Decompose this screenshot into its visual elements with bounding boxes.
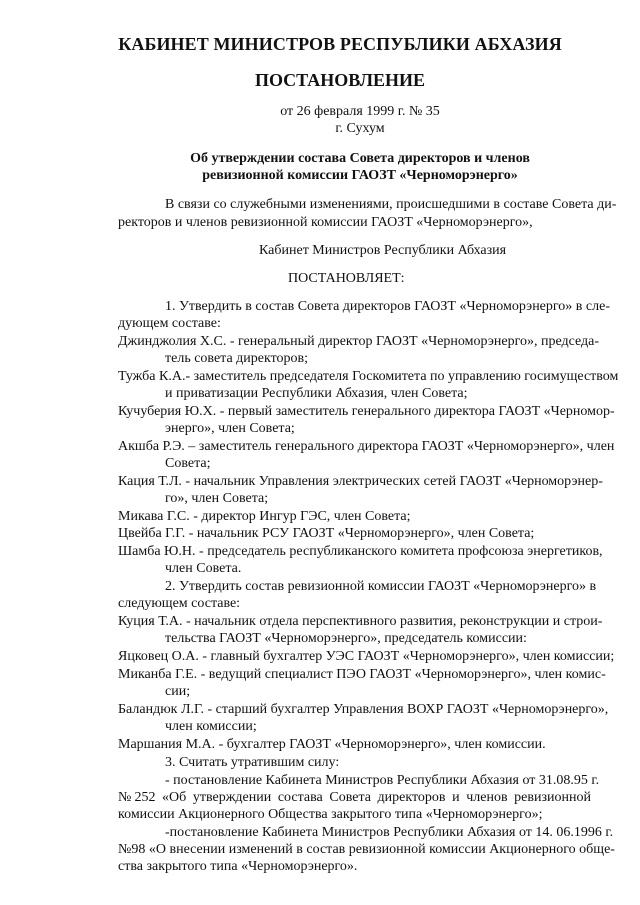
repealed-act-line: №98 «О внесении изменений в состав ревизионной комиссии Акционерного обще- xyxy=(118,842,615,857)
title-line: Об утверждении состава Совета директоров и членов xyxy=(190,151,530,166)
clause-2-line: следующем составе: xyxy=(118,596,241,611)
commission-member-line: Миканба Г.Е. - ведущий специалист ПЭО ГАОЗТ «Черноморэнерго», член комис- xyxy=(118,667,606,682)
document-type: ПОСТАНОВЛЕНИЕ xyxy=(254,70,426,90)
commission-member-line: сии; xyxy=(165,684,191,699)
issuer: Кабинет Министров Республики Абхазия xyxy=(259,243,507,258)
commission-member-line: Маршания М.А. - бухгалтер ГАОЗТ «Черноморэнерго», член комиссии. xyxy=(118,737,546,752)
commission-member-line: Куция Т.А. - начальник отдела перспективного развития, реконструкции и строи- xyxy=(118,614,603,629)
commission-member-line: Баландюк Л.Г. - старший бухгалтер Управления ВОХР ГАОЗТ «Черноморэнерго», xyxy=(118,702,609,717)
member-line: тель совета директоров; xyxy=(165,351,309,366)
place: г. Сухум xyxy=(335,121,385,136)
member-line: член Совета. xyxy=(165,561,242,576)
repealed-act-line: ства закрытого типа «Черноморэнерго». xyxy=(118,859,358,874)
commission-member-line: член комиссии; xyxy=(165,719,257,734)
clause-1-line: 1. Утвердить в состав Совета директоров ГАОЗТ «Черноморэнерго» в сле- xyxy=(165,299,610,314)
resolves-heading: ПОСТАНОВЛЯЕТ: xyxy=(288,271,405,286)
member-line: Акшба Р.Э. – заместитель генерального директора ГАОЗТ «Черноморэнерго», член xyxy=(118,439,615,454)
preamble-line: ректоров и членов ревизионной комиссии ГАОЗТ «Черноморэнерго», xyxy=(118,215,533,230)
member-line: Тужба К.А.- заместитель председателя Госкомитета по управлению госимуществом xyxy=(118,369,619,384)
member-line: Цвейба Г.Г. - начальник РСУ ГАОЗТ «Черноморэнерго», член Совета; xyxy=(118,526,535,541)
clause-1-line: дующем составе: xyxy=(118,316,221,331)
member-line: Совета; xyxy=(165,456,211,471)
organization-header: КАБИНЕТ МИНИСТРОВ РЕСПУБЛИКИ АБХАЗИЯ xyxy=(118,34,562,54)
date-and-place xyxy=(200,103,520,137)
document-title xyxy=(150,150,570,184)
member-line: и приватизации Республики Абхазия, член Совета; xyxy=(165,386,468,401)
date-number: от 26 февраля 1999 г. № 35 xyxy=(280,104,440,119)
member-line: Кация Т.Л. - начальник Управления электрических сетей ГАОЗТ «Черноморэнер- xyxy=(118,474,603,489)
member-line: Джинджолия Х.С. - генеральный директор ГАОЗТ «Черноморэнерго», председа- xyxy=(118,334,600,349)
member-line: энерго», член Совета; xyxy=(165,421,295,436)
repealed-act-line: комиссии Акционерного Общества закрытого типа «Черноморэнерго»; xyxy=(118,807,543,822)
commission-member-line: тельства ГАОЗТ «Черноморэнерго», председатель комиссии: xyxy=(165,631,527,646)
member-line: го», член Совета; xyxy=(165,491,269,506)
commission-member-line: Яцковец О.А. - главный бухгалтер УЭС ГАОЗТ «Черноморэнерго», член комиссии; xyxy=(118,649,615,664)
clause-2-line: 2. Утвердить состав ревизионной комиссии ГАОЗТ «Черноморэнерго» в xyxy=(165,579,597,594)
member-line: Микава Г.С. - директор Ингур ГЭС, член Совета; xyxy=(118,509,411,524)
clause-3-line: 3. Считать утратившим силу: xyxy=(165,755,340,770)
member-line: Кучуберия Ю.Х. - первый заместитель генерального директора ГАОЗТ «Черномор- xyxy=(118,404,615,419)
title-line: ревизионной комиссии ГАОЗТ «Черноморэнерго» xyxy=(202,168,518,183)
repealed-act-line: -постановление Кабинета Министров Республики Абхазия от 14. 06.1996 г. xyxy=(165,825,614,840)
repealed-act-line: №252 «Об утверждении состава Совета директоров и членов ревизионной xyxy=(118,790,591,805)
repealed-act-line: - постановление Кабинета Министров Республики Абхазия от 31.08.95 г. xyxy=(165,773,600,788)
preamble-line: В связи со служебными изменениями, происшедшими в составе Совета ди- xyxy=(165,197,617,212)
member-line: Шамба Ю.Н. - председатель республиканского комитета профсоюза энергетиков, xyxy=(118,544,603,559)
